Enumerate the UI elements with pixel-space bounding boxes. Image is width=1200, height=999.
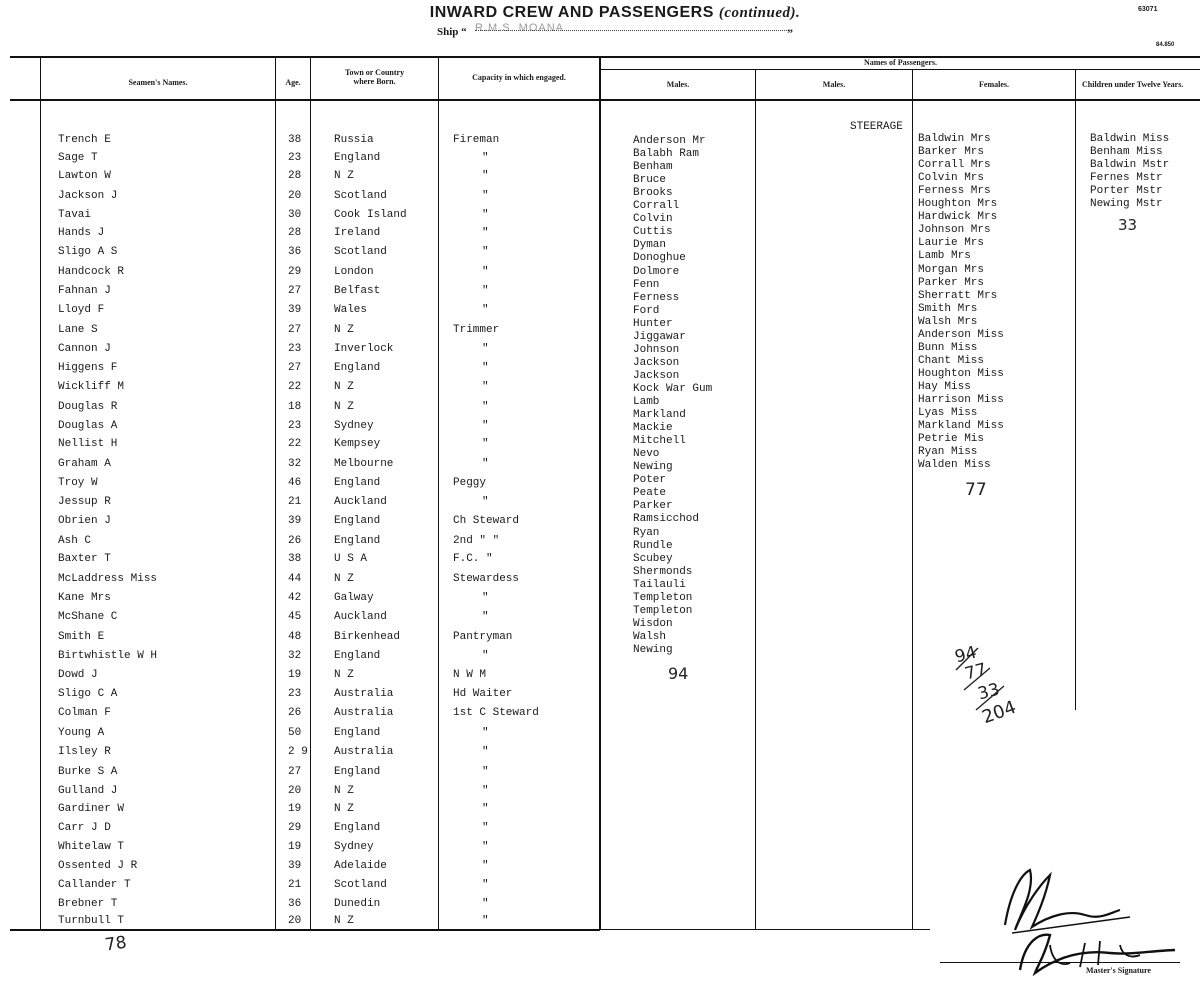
seaman-born: Birkenhead: [334, 631, 401, 643]
female-passenger: Petrie Mis: [918, 433, 985, 446]
seaman-capacity: ": [482, 246, 489, 258]
seaman-born: Kempsey: [334, 438, 381, 450]
male-passenger: Balabh Ram: [633, 148, 700, 161]
steerage-label: STEERAGE: [850, 121, 903, 133]
seaman-age: 19: [288, 803, 302, 815]
seaman-age: 42: [288, 592, 302, 604]
female-passenger: Smith Mrs: [918, 302, 978, 315]
seaman-born: N Z: [334, 803, 354, 815]
table-bottom-rule-right: [600, 929, 930, 930]
seaman-age: 50: [288, 727, 302, 739]
seaman-born: Scotland: [334, 246, 387, 258]
seaman-born: England: [334, 535, 381, 547]
seaman-age: 27: [288, 362, 302, 374]
male-passenger: Colvin: [633, 213, 673, 226]
seaman-age: 20: [288, 190, 302, 202]
male-passenger: Dyman: [633, 239, 667, 252]
seaman-capacity: F.C. ": [453, 553, 493, 565]
seaman-age: 46: [288, 477, 302, 489]
seaman-born: Russia: [334, 134, 374, 146]
child-passenger: Fernes Mstr: [1090, 172, 1163, 185]
female-passenger: Houghton Miss: [918, 367, 1004, 380]
male-passenger: Mackie: [633, 422, 673, 435]
ship-label-close: ”: [787, 26, 793, 40]
header-males-2: Males.: [822, 80, 846, 89]
seaman-capacity: ": [482, 592, 489, 604]
male-passenger: Peate: [633, 487, 667, 500]
header-children: Children under Twelve Years.: [1082, 80, 1184, 89]
seaman-capacity: ": [482, 209, 489, 221]
female-passenger: Lamb Mrs: [918, 250, 971, 263]
seaman-born: England: [334, 515, 381, 527]
male-passenger: Bruce: [633, 174, 667, 187]
header-seamen: Seamen's Names.: [128, 78, 188, 87]
seaman-name: Dowd J: [58, 669, 98, 681]
child-passenger: Baldwin Mstr: [1090, 159, 1170, 172]
seaman-capacity: ": [482, 650, 489, 662]
seaman-age: 28: [288, 170, 302, 182]
seaman-age: 44: [288, 573, 302, 585]
header-age: Age.: [285, 78, 301, 87]
seaman-capacity: ": [482, 803, 489, 815]
seaman-capacity: ": [482, 860, 489, 872]
seaman-age: 27: [288, 766, 302, 778]
male-passenger: Templeton: [633, 604, 693, 617]
male-passenger: Newing: [633, 461, 673, 474]
seaman-name: Higgens F: [58, 362, 118, 374]
seaman-name: Carr J D: [58, 822, 111, 834]
seaman-age: 38: [288, 134, 302, 146]
seaman-name: Sligo A S: [58, 246, 118, 258]
male-passenger: Corrall: [633, 200, 680, 213]
male-passenger: Johnson: [633, 343, 680, 356]
seaman-age: 39: [288, 304, 302, 316]
male-passenger: Scubey: [633, 552, 673, 565]
seaman-age: 20: [288, 915, 302, 927]
seaman-capacity: ": [482, 879, 489, 891]
seaman-capacity: Trimmer: [453, 324, 500, 336]
seaman-born: N Z: [334, 401, 354, 413]
male-passenger: Templeton: [633, 591, 693, 604]
seaman-name: Sage T: [58, 152, 98, 164]
seaman-name: Lawton W: [58, 170, 111, 182]
seaman-name: Cannon J: [58, 343, 111, 355]
seaman-age: 39: [288, 515, 302, 527]
female-passenger: Parker Mrs: [918, 276, 985, 289]
male-passenger: Markland: [633, 409, 686, 422]
tally-strokes: [950, 640, 1020, 730]
seaman-age: 20: [288, 785, 302, 797]
male-passenger: Dolmore: [633, 265, 680, 278]
male-passenger: Nevo: [633, 448, 660, 461]
seaman-born: Inverlock: [334, 343, 394, 355]
header-bottom-rule: [10, 99, 1200, 101]
female-passenger: Bunn Miss: [918, 341, 978, 354]
seaman-born: U S A: [334, 553, 368, 565]
child-passenger: Newing Mstr: [1090, 198, 1163, 211]
male-passenger: Poter: [633, 474, 667, 487]
seaman-capacity: ": [482, 785, 489, 797]
seaman-age: 39: [288, 860, 302, 872]
seaman-capacity: ": [482, 304, 489, 316]
tally-children: 33: [975, 679, 1002, 705]
ship-name-line: [475, 30, 787, 31]
seaman-born: Australia: [334, 688, 394, 700]
header-females: Females.: [979, 80, 1009, 89]
seaman-born: Melbourne: [334, 458, 394, 470]
seaman-born: Sydney: [334, 841, 374, 853]
seaman-age: 2 9: [288, 746, 308, 758]
seaman-name: Ossented J R: [58, 860, 138, 872]
seaman-age: 23: [288, 420, 302, 432]
seaman-born: Adelaide: [334, 860, 387, 872]
male-passenger: Jackson: [633, 369, 680, 382]
child-passenger: Porter Mstr: [1090, 185, 1163, 198]
title-text: INWARD CREW AND PASSENGERS: [429, 4, 714, 21]
seaman-name: Douglas R: [58, 401, 118, 413]
seaman-born: Dunedin: [334, 898, 381, 910]
male-passenger: Mitchell: [633, 435, 686, 448]
seaman-born: N Z: [334, 324, 354, 336]
seaman-capacity: 1st C Steward: [453, 707, 539, 719]
form-number: 63071: [1138, 6, 1158, 13]
ship-label: Ship “: [437, 26, 467, 38]
seaman-age: 36: [288, 898, 302, 910]
male-total: 94: [668, 664, 689, 683]
seaman-age: 30: [288, 209, 302, 221]
passenger-subheader-rule: [600, 69, 1200, 70]
male-passenger: Tailauli: [633, 578, 686, 591]
seaman-born: Auckland: [334, 611, 387, 623]
column-divider: [599, 57, 601, 930]
seaman-age: 22: [288, 438, 302, 450]
seaman-age: 19: [288, 669, 302, 681]
column-divider: [275, 57, 276, 930]
seaman-capacity: ": [482, 227, 489, 239]
tally-sum: 204: [979, 696, 1019, 729]
column-divider: [40, 57, 41, 930]
seaman-born: Belfast: [334, 285, 381, 297]
seaman-name: Wickliff M: [58, 381, 125, 393]
seaman-born: N Z: [334, 785, 354, 797]
seaman-born: Cook Island: [334, 209, 407, 221]
seaman-capacity: ": [482, 401, 489, 413]
children-total: 33: [1118, 216, 1138, 234]
female-passenger: Ferness Mrs: [918, 185, 991, 198]
female-passenger: Walden Miss: [918, 459, 991, 472]
header-town-line1: Town or Country: [344, 68, 405, 77]
table-bottom-rule: [10, 929, 600, 931]
title-continued: (continued).: [718, 5, 801, 21]
seaman-age: 27: [288, 285, 302, 297]
header-males-1: Males.: [666, 80, 690, 89]
male-passenger: Ferness: [633, 291, 680, 304]
seaman-born: Auckland: [334, 496, 387, 508]
seaman-capacity: ": [482, 496, 489, 508]
seaman-capacity: Hd Waiter: [453, 688, 513, 700]
seaman-name: Gulland J: [58, 785, 118, 797]
header-town: [311, 68, 438, 86]
female-passenger: Lyas Miss: [918, 407, 978, 420]
header-town-line2: where Born.: [353, 77, 396, 86]
seaman-age: 21: [288, 879, 302, 891]
seaman-name: Whitelaw T: [58, 841, 125, 853]
male-passenger: Jackson: [633, 356, 680, 369]
male-passenger: Ramsicchod: [633, 513, 700, 526]
seaman-born: Sydney: [334, 420, 374, 432]
male-passenger: Brooks: [633, 187, 673, 200]
seaman-born: England: [334, 362, 381, 374]
seaman-born: Galway: [334, 592, 374, 604]
seaman-name: Troy W: [58, 477, 98, 489]
seaman-capacity: 2nd " ": [453, 535, 500, 547]
seaman-capacity: Fireman: [453, 134, 500, 146]
seaman-name: Baxter T: [58, 553, 111, 565]
male-passenger: Lamb: [633, 396, 660, 408]
seaman-born: England: [334, 477, 381, 489]
header-passengers: Names of Passengers.: [863, 58, 938, 67]
seaman-capacity: ": [482, 285, 489, 297]
male-passenger: Cuttis: [633, 226, 673, 239]
male-passenger: Ford: [633, 304, 660, 317]
seaman-name: Hands J: [58, 227, 105, 239]
female-passenger: Baldwin Mrs: [918, 133, 991, 145]
male-passenger: Parker: [633, 500, 673, 513]
seaman-age: 32: [288, 650, 302, 662]
seaman-name: Young A: [58, 727, 105, 739]
seaman-born: Scotland: [334, 190, 387, 202]
seaman-capacity: ": [482, 438, 489, 450]
seaman-capacity: ": [482, 727, 489, 739]
seaman-name: Burke S A: [58, 766, 118, 778]
seaman-name: McShane C: [58, 611, 118, 623]
male-passenger: Shermonds: [633, 565, 693, 578]
seaman-capacity: ": [482, 152, 489, 164]
seaman-capacity: ": [482, 458, 489, 470]
female-passenger: Chant Miss: [918, 354, 985, 367]
seaman-age: 23: [288, 152, 302, 164]
seaman-name: Douglas A: [58, 420, 118, 432]
seaman-age: 29: [288, 822, 302, 834]
seaman-capacity: Stewardess: [453, 573, 520, 585]
tally-females: 77: [962, 659, 989, 685]
female-passenger: Walsh Mrs: [918, 315, 978, 328]
seaman-name: Birtwhistle W H: [58, 650, 158, 662]
seaman-name: Colman F: [58, 707, 111, 719]
seaman-capacity: ": [482, 611, 489, 623]
seaman-age: 22: [288, 381, 302, 393]
seaman-name: Graham A: [58, 458, 111, 470]
seaman-capacity: ": [482, 420, 489, 432]
seaman-name: Obrien J: [58, 515, 111, 527]
male-passenger: Fenn: [633, 278, 660, 291]
seaman-age: 27: [288, 324, 302, 336]
seaman-born: N Z: [334, 381, 354, 393]
crew-total: 78: [103, 932, 128, 956]
male-passenger: Kock War Gum: [633, 382, 713, 395]
seaman-born: Australia: [334, 707, 394, 719]
column-divider: [438, 57, 439, 930]
document-title: [0, 4, 1200, 22]
seaman-born: N Z: [334, 170, 354, 182]
seaman-age: 38: [288, 553, 302, 565]
female-passenger: Anderson Miss: [918, 328, 1004, 341]
female-passenger: Morgan Mrs: [918, 263, 985, 276]
seaman-born: N Z: [334, 669, 354, 681]
seaman-age: 21: [288, 496, 302, 508]
seaman-capacity: ": [482, 746, 489, 758]
male-passenger: Benham: [633, 161, 673, 174]
seaman-born: N Z: [334, 915, 354, 927]
header-capacity: Capacity in which engaged.: [472, 73, 566, 82]
male-passenger: Newing: [633, 643, 673, 656]
seaman-name: McLaddress Miss: [58, 573, 158, 585]
seaman-name: Nellist H: [58, 438, 118, 450]
seaman-born: Wales: [334, 304, 368, 316]
male-passenger: Rundle: [633, 539, 673, 552]
seaman-born: Scotland: [334, 879, 387, 891]
female-passenger: Harrison Miss: [918, 394, 1004, 406]
column-divider: [1075, 70, 1076, 710]
female-total: 77: [965, 480, 987, 500]
seaman-age: 32: [288, 458, 302, 470]
male-passenger: Anderson Mr: [633, 135, 706, 147]
column-divider: [912, 70, 913, 930]
seaman-name: Callander T: [58, 879, 131, 891]
female-passenger: Houghton Mrs: [918, 198, 998, 211]
female-passenger: Sherratt Mrs: [918, 289, 998, 302]
seaman-age: 48: [288, 631, 302, 643]
seaman-age: 29: [288, 266, 302, 278]
signature-caption: Master's Signature: [1086, 966, 1151, 975]
seaman-age: 36: [288, 246, 302, 258]
seaman-name: Handcock R: [58, 266, 125, 278]
seaman-name: Trench E: [58, 134, 111, 146]
seaman-capacity: ": [482, 381, 489, 393]
seaman-capacity: ": [482, 266, 489, 278]
seaman-capacity: ": [482, 766, 489, 778]
female-passenger: Hay Miss: [918, 380, 971, 393]
column-divider: [755, 70, 756, 930]
seaman-capacity: Peggy: [453, 477, 487, 489]
seaman-name: Lane S: [58, 324, 98, 336]
seaman-capacity: ": [482, 915, 489, 927]
seaman-capacity: N W M: [453, 669, 487, 681]
seaman-born: N Z: [334, 573, 354, 585]
seaman-capacity: ": [482, 898, 489, 910]
seaman-born: England: [334, 727, 381, 739]
child-passenger: Benham Miss: [1090, 146, 1163, 159]
seaman-name: Turnbull T: [58, 915, 125, 927]
seaman-name: Sligo C A: [58, 688, 118, 700]
seaman-age: 28: [288, 227, 302, 239]
seaman-name: Brebner T: [58, 898, 118, 910]
female-passenger: Markland Miss: [918, 420, 1004, 433]
seaman-capacity: Pantryman: [453, 631, 513, 643]
female-passenger: Colvin Mrs: [918, 172, 985, 185]
seaman-name: Gardiner W: [58, 803, 125, 815]
female-passenger: Corrall Mrs: [918, 159, 991, 172]
column-divider: [310, 57, 311, 930]
seaman-name: Smith E: [58, 631, 105, 643]
female-passenger: Laurie Mrs: [918, 237, 985, 250]
seaman-name: Jessup R: [58, 496, 111, 508]
seaman-name: Lloyd F: [58, 304, 105, 316]
seaman-age: 23: [288, 688, 302, 700]
male-passenger: Walsh: [633, 630, 667, 643]
female-passenger: Hardwick Mrs: [918, 211, 998, 224]
male-passenger: Ryan: [633, 526, 660, 539]
seaman-age: 18: [288, 401, 302, 413]
seaman-name: Fahnan J: [58, 285, 111, 297]
seaman-capacity: Ch Steward: [453, 515, 520, 527]
female-passenger: Johnson Mrs: [918, 224, 991, 237]
seaman-name: Ash C: [58, 535, 92, 547]
seaman-name: Tavai: [58, 209, 92, 221]
seaman-capacity: ": [482, 841, 489, 853]
seaman-capacity: ": [482, 362, 489, 374]
seaman-born: England: [334, 766, 381, 778]
male-passenger: Donoghue: [633, 252, 686, 265]
seaman-name: Jackson J: [58, 190, 118, 202]
seaman-age: 26: [288, 535, 302, 547]
seaman-name: Ilsley R: [58, 746, 111, 758]
seaman-name: Kane Mrs: [58, 592, 111, 604]
seaman-born: England: [334, 650, 381, 662]
ship-name: R.M.S. MOANA: [475, 22, 565, 34]
seaman-born: England: [334, 152, 381, 164]
seaman-age: 45: [288, 611, 302, 623]
seaman-capacity: ": [482, 190, 489, 202]
male-passenger: Jiggawar: [633, 330, 686, 343]
form-code: 84.850: [1156, 42, 1175, 48]
child-passenger: Baldwin Miss: [1090, 133, 1170, 145]
seaman-capacity: ": [482, 170, 489, 182]
female-passenger: Ryan Miss: [918, 446, 978, 459]
male-passenger: Hunter: [633, 317, 673, 330]
seaman-capacity: ": [482, 343, 489, 355]
seaman-capacity: ": [482, 822, 489, 834]
seaman-born: Ireland: [334, 227, 381, 239]
seaman-age: 19: [288, 841, 302, 853]
seaman-born: England: [334, 822, 381, 834]
seaman-age: 26: [288, 707, 302, 719]
male-passenger: Wisdon: [633, 617, 673, 630]
female-passenger: Barker Mrs: [918, 146, 985, 159]
seaman-age: 23: [288, 343, 302, 355]
tally-males: 94: [952, 642, 979, 668]
seaman-born: London: [334, 266, 374, 278]
seaman-born: Australia: [334, 746, 394, 758]
